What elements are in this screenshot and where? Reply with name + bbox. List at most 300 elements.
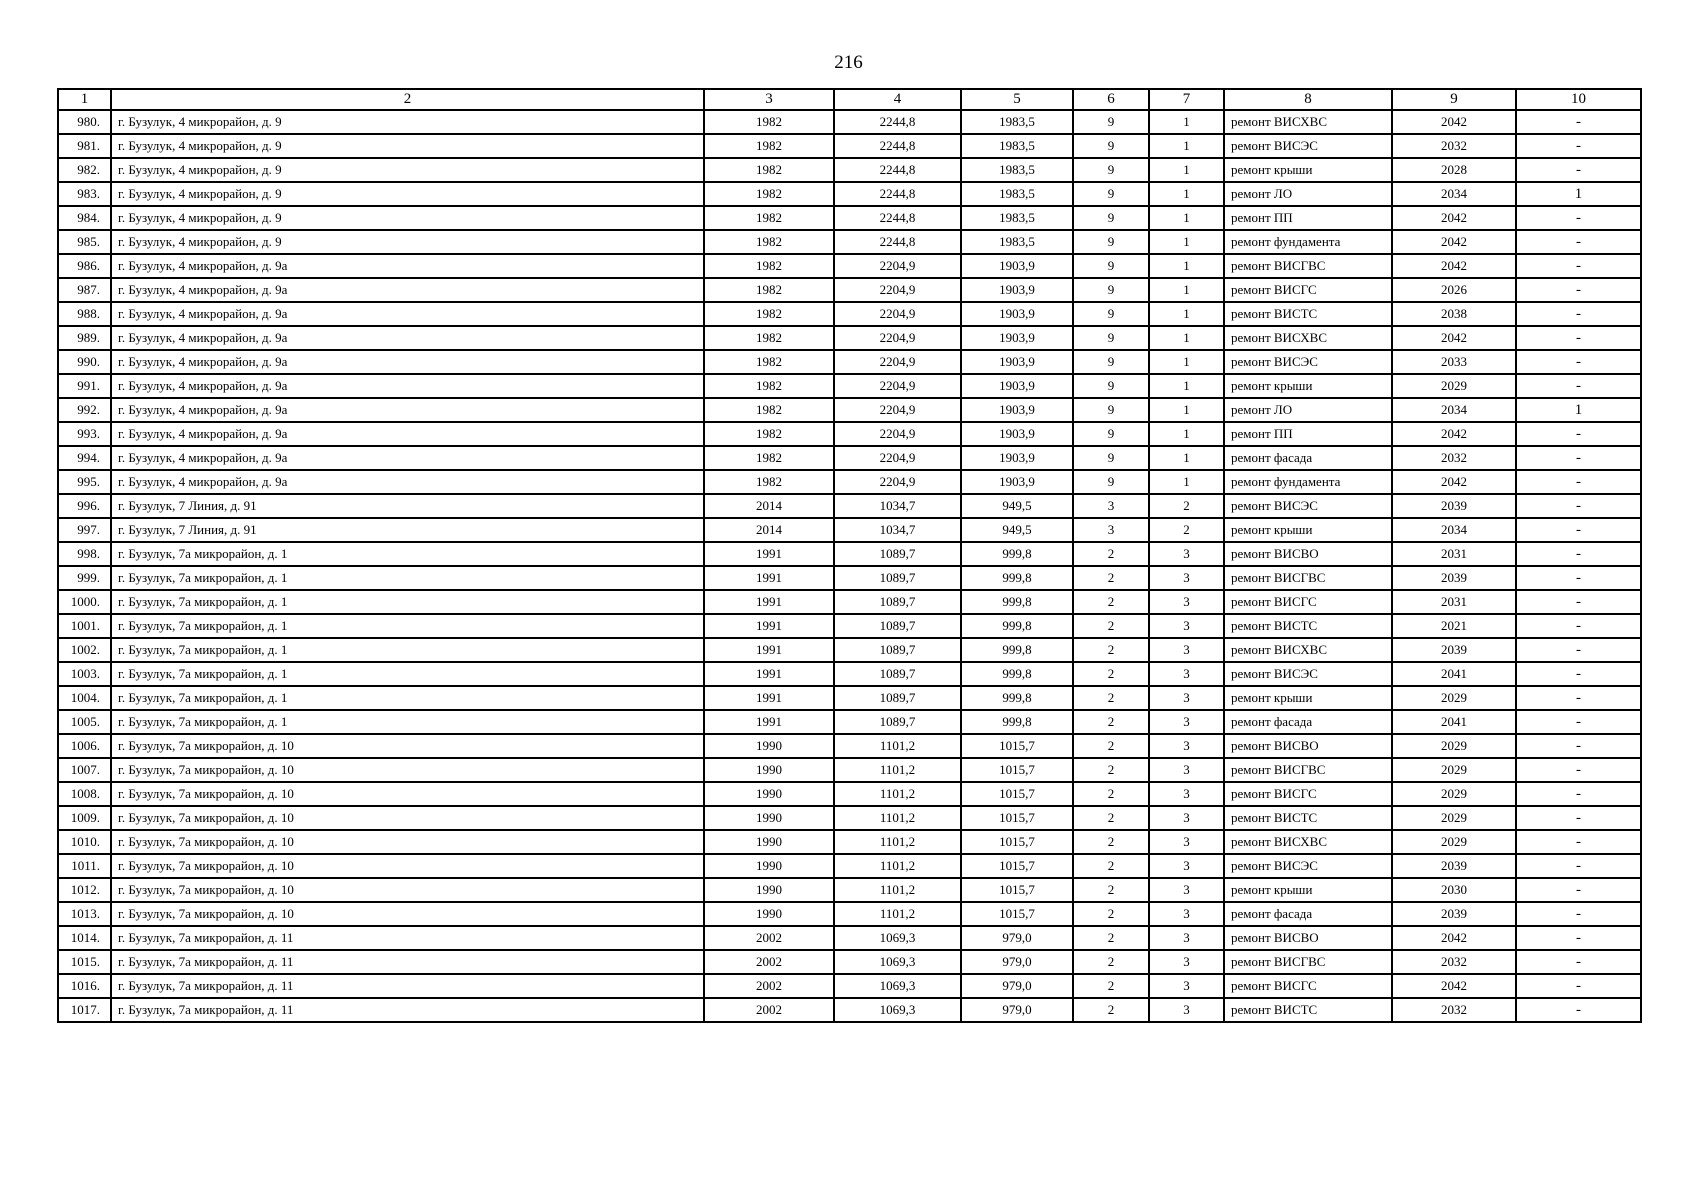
- cell-floors: 9: [1073, 110, 1149, 134]
- cell-work-type: ремонт ВИСГВС: [1224, 566, 1392, 590]
- cell-floors: 2: [1073, 662, 1149, 686]
- cell-living-area: 1015,7: [961, 830, 1073, 854]
- cell-planned-year: 2042: [1392, 206, 1516, 230]
- cell-build-year: 1982: [704, 374, 834, 398]
- cell-row-number: 1001.: [58, 614, 111, 638]
- cell-entrances: 3: [1149, 926, 1224, 950]
- cell-living-area: 999,8: [961, 542, 1073, 566]
- cell-total-area: 1101,2: [834, 734, 961, 758]
- cell-floors: 2: [1073, 950, 1149, 974]
- table-row: [58, 206, 1641, 230]
- cell-col-10: -: [1516, 998, 1641, 1022]
- cell-row-number: 1007.: [58, 758, 111, 782]
- table-row: [58, 470, 1641, 494]
- cell-build-year: 1991: [704, 662, 834, 686]
- cell-address: г. Бузулук, 7а микрорайон, д. 11: [111, 950, 704, 974]
- cell-total-area: 2204,9: [834, 398, 961, 422]
- cell-col-10: -: [1516, 566, 1641, 590]
- cell-entrances: 3: [1149, 854, 1224, 878]
- cell-col-10: -: [1516, 446, 1641, 470]
- cell-col-10: -: [1516, 710, 1641, 734]
- cell-col-10: -: [1516, 110, 1641, 134]
- cell-total-area: 1069,3: [834, 998, 961, 1022]
- cell-address: г. Бузулук, 4 микрорайон, д. 9: [111, 134, 704, 158]
- cell-row-number: 1010.: [58, 830, 111, 854]
- cell-total-area: 1089,7: [834, 566, 961, 590]
- cell-living-area: 979,0: [961, 926, 1073, 950]
- cell-work-type: ремонт ВИСГС: [1224, 974, 1392, 998]
- cell-row-number: 1004.: [58, 686, 111, 710]
- cell-floors: 9: [1073, 302, 1149, 326]
- cell-entrances: 3: [1149, 542, 1224, 566]
- header-row: [58, 89, 1641, 110]
- cell-row-number: 988.: [58, 302, 111, 326]
- cell-floors: 9: [1073, 230, 1149, 254]
- table-row: [58, 950, 1641, 974]
- cell-planned-year: 2042: [1392, 974, 1516, 998]
- cell-build-year: 2014: [704, 494, 834, 518]
- table-row: [58, 662, 1641, 686]
- cell-work-type: ремонт ВИСТС: [1224, 302, 1392, 326]
- cell-total-area: 2204,9: [834, 302, 961, 326]
- cell-work-type: ремонт ВИСХВС: [1224, 110, 1392, 134]
- cell-planned-year: 2042: [1392, 926, 1516, 950]
- cell-row-number: 996.: [58, 494, 111, 518]
- table-row: [58, 110, 1641, 134]
- cell-build-year: 1982: [704, 278, 834, 302]
- cell-row-number: 1000.: [58, 590, 111, 614]
- cell-address: г. Бузулук, 7а микрорайон, д. 1: [111, 710, 704, 734]
- cell-floors: 2: [1073, 782, 1149, 806]
- table-row: [58, 614, 1641, 638]
- cell-living-area: 999,8: [961, 566, 1073, 590]
- cell-address: г. Бузулук, 7а микрорайон, д. 10: [111, 830, 704, 854]
- cell-address: г. Бузулук, 7а микрорайон, д. 1: [111, 566, 704, 590]
- cell-living-area: 1983,5: [961, 110, 1073, 134]
- cell-living-area: 999,8: [961, 662, 1073, 686]
- cell-row-number: 1003.: [58, 662, 111, 686]
- cell-floors: 2: [1073, 710, 1149, 734]
- cell-living-area: 1903,9: [961, 254, 1073, 278]
- cell-row-number: 990.: [58, 350, 111, 374]
- cell-planned-year: 2029: [1392, 734, 1516, 758]
- cell-floors: 9: [1073, 278, 1149, 302]
- cell-entrances: 3: [1149, 758, 1224, 782]
- cell-row-number: 991.: [58, 374, 111, 398]
- cell-total-area: 2204,9: [834, 446, 961, 470]
- cell-total-area: 1101,2: [834, 758, 961, 782]
- cell-build-year: 1991: [704, 710, 834, 734]
- cell-address: г. Бузулук, 7 Линия, д. 91: [111, 494, 704, 518]
- cell-build-year: 1990: [704, 878, 834, 902]
- cell-col-10: -: [1516, 854, 1641, 878]
- cell-planned-year: 2032: [1392, 950, 1516, 974]
- cell-total-area: 1089,7: [834, 662, 961, 686]
- cell-work-type: ремонт ВИСХВС: [1224, 326, 1392, 350]
- cell-work-type: ремонт ВИСЭС: [1224, 134, 1392, 158]
- cell-address: г. Бузулук, 4 микрорайон, д. 9а: [111, 326, 704, 350]
- cell-work-type: ремонт ВИСГВС: [1224, 254, 1392, 278]
- table-row: [58, 518, 1641, 542]
- cell-floors: 9: [1073, 254, 1149, 278]
- cell-row-number: 987.: [58, 278, 111, 302]
- cell-col-10: -: [1516, 158, 1641, 182]
- cell-living-area: 1903,9: [961, 470, 1073, 494]
- cell-living-area: 979,0: [961, 950, 1073, 974]
- table-row: [58, 134, 1641, 158]
- cell-total-area: 1101,2: [834, 854, 961, 878]
- cell-total-area: 1089,7: [834, 590, 961, 614]
- cell-build-year: 1991: [704, 590, 834, 614]
- cell-col-10: -: [1516, 542, 1641, 566]
- column-header-4: 4: [834, 89, 961, 110]
- cell-col-10: 1: [1516, 398, 1641, 422]
- cell-work-type: ремонт ВИСЭС: [1224, 854, 1392, 878]
- cell-floors: 2: [1073, 806, 1149, 830]
- column-header-3: 3: [704, 89, 834, 110]
- cell-address: г. Бузулук, 7а микрорайон, д. 10: [111, 734, 704, 758]
- cell-entrances: 3: [1149, 806, 1224, 830]
- cell-floors: 2: [1073, 854, 1149, 878]
- cell-total-area: 2244,8: [834, 110, 961, 134]
- cell-work-type: ремонт ВИСВО: [1224, 926, 1392, 950]
- cell-col-10: -: [1516, 302, 1641, 326]
- table-row: [58, 998, 1641, 1022]
- cell-total-area: 2204,9: [834, 470, 961, 494]
- cell-row-number: 993.: [58, 422, 111, 446]
- cell-entrances: 2: [1149, 494, 1224, 518]
- cell-build-year: 2002: [704, 950, 834, 974]
- cell-planned-year: 2031: [1392, 590, 1516, 614]
- cell-total-area: 2244,8: [834, 206, 961, 230]
- cell-total-area: 1034,7: [834, 494, 961, 518]
- table-row: [58, 806, 1641, 830]
- cell-entrances: 3: [1149, 974, 1224, 998]
- cell-row-number: 1014.: [58, 926, 111, 950]
- cell-col-10: -: [1516, 206, 1641, 230]
- cell-living-area: 1015,7: [961, 854, 1073, 878]
- cell-floors: 9: [1073, 134, 1149, 158]
- cell-build-year: 2002: [704, 998, 834, 1022]
- cell-total-area: 1101,2: [834, 878, 961, 902]
- cell-floors: 2: [1073, 614, 1149, 638]
- table-row: [58, 326, 1641, 350]
- cell-total-area: 1101,2: [834, 806, 961, 830]
- cell-living-area: 1015,7: [961, 734, 1073, 758]
- cell-planned-year: 2034: [1392, 398, 1516, 422]
- cell-entrances: 3: [1149, 590, 1224, 614]
- cell-planned-year: 2039: [1392, 566, 1516, 590]
- table-row: [58, 182, 1641, 206]
- cell-living-area: 1015,7: [961, 782, 1073, 806]
- column-header-10: 10: [1516, 89, 1641, 110]
- table-row: [58, 638, 1641, 662]
- cell-row-number: 992.: [58, 398, 111, 422]
- cell-build-year: 1982: [704, 422, 834, 446]
- cell-address: г. Бузулук, 7а микрорайон, д. 1: [111, 614, 704, 638]
- cell-address: г. Бузулук, 7а микрорайон, д. 10: [111, 782, 704, 806]
- cell-build-year: 1982: [704, 230, 834, 254]
- cell-floors: 3: [1073, 518, 1149, 542]
- cell-address: г. Бузулук, 7а микрорайон, д. 11: [111, 998, 704, 1022]
- cell-address: г. Бузулук, 7а микрорайон, д. 1: [111, 662, 704, 686]
- cell-total-area: 2204,9: [834, 254, 961, 278]
- cell-planned-year: 2029: [1392, 782, 1516, 806]
- cell-col-10: -: [1516, 638, 1641, 662]
- cell-total-area: 1101,2: [834, 902, 961, 926]
- cell-planned-year: 2029: [1392, 374, 1516, 398]
- cell-col-10: -: [1516, 878, 1641, 902]
- cell-row-number: 1002.: [58, 638, 111, 662]
- cell-address: г. Бузулук, 4 микрорайон, д. 9: [111, 158, 704, 182]
- cell-floors: 2: [1073, 566, 1149, 590]
- cell-living-area: 1983,5: [961, 206, 1073, 230]
- cell-floors: 2: [1073, 998, 1149, 1022]
- cell-floors: 2: [1073, 830, 1149, 854]
- cell-planned-year: 2034: [1392, 518, 1516, 542]
- cell-col-10: 1: [1516, 182, 1641, 206]
- cell-planned-year: 2042: [1392, 470, 1516, 494]
- cell-planned-year: 2028: [1392, 158, 1516, 182]
- cell-total-area: 2244,8: [834, 182, 961, 206]
- cell-floors: 9: [1073, 398, 1149, 422]
- cell-planned-year: 2038: [1392, 302, 1516, 326]
- cell-total-area: 2244,8: [834, 134, 961, 158]
- cell-planned-year: 2021: [1392, 614, 1516, 638]
- cell-total-area: 1089,7: [834, 614, 961, 638]
- cell-entrances: 3: [1149, 566, 1224, 590]
- cell-row-number: 994.: [58, 446, 111, 470]
- cell-col-10: -: [1516, 686, 1641, 710]
- cell-work-type: ремонт крыши: [1224, 686, 1392, 710]
- cell-floors: 9: [1073, 374, 1149, 398]
- cell-planned-year: 2039: [1392, 638, 1516, 662]
- repair-schedule-table: [57, 88, 1642, 1023]
- cell-address: г. Бузулук, 7а микрорайон, д. 10: [111, 758, 704, 782]
- cell-total-area: 1089,7: [834, 542, 961, 566]
- cell-floors: 9: [1073, 446, 1149, 470]
- cell-col-10: -: [1516, 350, 1641, 374]
- cell-build-year: 1990: [704, 758, 834, 782]
- cell-work-type: ремонт ВИСЭС: [1224, 662, 1392, 686]
- cell-planned-year: 2029: [1392, 830, 1516, 854]
- cell-row-number: 985.: [58, 230, 111, 254]
- cell-build-year: 1991: [704, 566, 834, 590]
- cell-build-year: 1990: [704, 902, 834, 926]
- cell-living-area: 1015,7: [961, 758, 1073, 782]
- table-row: [58, 566, 1641, 590]
- cell-row-number: 1012.: [58, 878, 111, 902]
- cell-entrances: 1: [1149, 374, 1224, 398]
- page-number: 216: [834, 52, 863, 73]
- cell-planned-year: 2032: [1392, 998, 1516, 1022]
- cell-living-area: 1903,9: [961, 446, 1073, 470]
- cell-row-number: 982.: [58, 158, 111, 182]
- cell-address: г. Бузулук, 7а микрорайон, д. 11: [111, 926, 704, 950]
- cell-col-10: -: [1516, 518, 1641, 542]
- cell-total-area: 1034,7: [834, 518, 961, 542]
- table-row: [58, 758, 1641, 782]
- cell-living-area: 1903,9: [961, 422, 1073, 446]
- cell-row-number: 1009.: [58, 806, 111, 830]
- cell-row-number: 997.: [58, 518, 111, 542]
- table-row: [58, 878, 1641, 902]
- cell-address: г. Бузулук, 4 микрорайон, д. 9а: [111, 374, 704, 398]
- cell-work-type: ремонт ВИСЭС: [1224, 494, 1392, 518]
- cell-entrances: 3: [1149, 638, 1224, 662]
- cell-entrances: 1: [1149, 422, 1224, 446]
- cell-col-10: -: [1516, 806, 1641, 830]
- cell-total-area: 1089,7: [834, 686, 961, 710]
- cell-work-type: ремонт ВИСГВС: [1224, 950, 1392, 974]
- cell-living-area: 999,8: [961, 686, 1073, 710]
- cell-planned-year: 2041: [1392, 662, 1516, 686]
- cell-address: г. Бузулук, 4 микрорайон, д. 9а: [111, 302, 704, 326]
- cell-entrances: 1: [1149, 278, 1224, 302]
- cell-work-type: ремонт ВИСЭС: [1224, 350, 1392, 374]
- table-row: [58, 446, 1641, 470]
- cell-build-year: 1982: [704, 350, 834, 374]
- column-header-2: 2: [111, 89, 704, 110]
- cell-row-number: 1008.: [58, 782, 111, 806]
- table-row: [58, 302, 1641, 326]
- cell-planned-year: 2034: [1392, 182, 1516, 206]
- cell-planned-year: 2029: [1392, 758, 1516, 782]
- cell-living-area: 999,8: [961, 710, 1073, 734]
- cell-floors: 9: [1073, 182, 1149, 206]
- cell-work-type: ремонт ВИСВО: [1224, 734, 1392, 758]
- cell-entrances: 3: [1149, 734, 1224, 758]
- cell-work-type: ремонт крыши: [1224, 158, 1392, 182]
- cell-work-type: ремонт крыши: [1224, 518, 1392, 542]
- cell-total-area: 2204,9: [834, 422, 961, 446]
- cell-total-area: 2244,8: [834, 230, 961, 254]
- cell-build-year: 1982: [704, 182, 834, 206]
- cell-work-type: ремонт фундамента: [1224, 470, 1392, 494]
- table-row: [58, 710, 1641, 734]
- column-header-6: 6: [1073, 89, 1149, 110]
- cell-work-type: ремонт фасада: [1224, 902, 1392, 926]
- cell-work-type: ремонт ВИСГС: [1224, 590, 1392, 614]
- cell-living-area: 1903,9: [961, 302, 1073, 326]
- cell-total-area: 2204,9: [834, 350, 961, 374]
- table-row: [58, 854, 1641, 878]
- cell-floors: 2: [1073, 542, 1149, 566]
- cell-address: г. Бузулук, 7а микрорайон, д. 1: [111, 686, 704, 710]
- cell-entrances: 3: [1149, 902, 1224, 926]
- cell-col-10: -: [1516, 254, 1641, 278]
- cell-planned-year: 2039: [1392, 854, 1516, 878]
- cell-address: г. Бузулук, 7а микрорайон, д. 10: [111, 902, 704, 926]
- cell-row-number: 1011.: [58, 854, 111, 878]
- cell-col-10: -: [1516, 662, 1641, 686]
- cell-work-type: ремонт ЛО: [1224, 398, 1392, 422]
- cell-planned-year: 2032: [1392, 446, 1516, 470]
- cell-col-10: -: [1516, 230, 1641, 254]
- cell-build-year: 1991: [704, 614, 834, 638]
- table-row: [58, 830, 1641, 854]
- cell-address: г. Бузулук, 4 микрорайон, д. 9: [111, 206, 704, 230]
- cell-entrances: 3: [1149, 782, 1224, 806]
- cell-col-10: -: [1516, 902, 1641, 926]
- cell-total-area: 2204,9: [834, 374, 961, 398]
- cell-entrances: 3: [1149, 662, 1224, 686]
- column-header-5: 5: [961, 89, 1073, 110]
- cell-floors: 2: [1073, 758, 1149, 782]
- cell-entrances: 3: [1149, 686, 1224, 710]
- cell-build-year: 1991: [704, 638, 834, 662]
- cell-work-type: ремонт крыши: [1224, 878, 1392, 902]
- cell-col-10: -: [1516, 782, 1641, 806]
- table-row: [58, 926, 1641, 950]
- cell-col-10: -: [1516, 494, 1641, 518]
- cell-entrances: 1: [1149, 110, 1224, 134]
- cell-floors: 9: [1073, 470, 1149, 494]
- cell-entrances: 3: [1149, 878, 1224, 902]
- cell-address: г. Бузулук, 4 микрорайон, д. 9а: [111, 398, 704, 422]
- cell-living-area: 1015,7: [961, 878, 1073, 902]
- cell-address: г. Бузулук, 4 микрорайон, д. 9: [111, 230, 704, 254]
- cell-row-number: 981.: [58, 134, 111, 158]
- cell-entrances: 1: [1149, 134, 1224, 158]
- cell-row-number: 998.: [58, 542, 111, 566]
- cell-total-area: 2204,9: [834, 278, 961, 302]
- cell-work-type: ремонт ВИСГВС: [1224, 758, 1392, 782]
- cell-planned-year: 2042: [1392, 422, 1516, 446]
- cell-floors: 2: [1073, 878, 1149, 902]
- cell-living-area: 1903,9: [961, 278, 1073, 302]
- table-row: [58, 542, 1641, 566]
- cell-build-year: 1982: [704, 206, 834, 230]
- cell-planned-year: 2042: [1392, 326, 1516, 350]
- column-header-1: 1: [58, 89, 111, 110]
- cell-row-number: 980.: [58, 110, 111, 134]
- cell-floors: 9: [1073, 326, 1149, 350]
- cell-floors: 2: [1073, 590, 1149, 614]
- cell-work-type: ремонт крыши: [1224, 374, 1392, 398]
- cell-col-10: -: [1516, 590, 1641, 614]
- table-row: [58, 374, 1641, 398]
- cell-row-number: 1013.: [58, 902, 111, 926]
- cell-entrances: 1: [1149, 470, 1224, 494]
- cell-total-area: 1089,7: [834, 638, 961, 662]
- cell-total-area: 1101,2: [834, 782, 961, 806]
- cell-living-area: 1983,5: [961, 230, 1073, 254]
- cell-floors: 2: [1073, 926, 1149, 950]
- cell-living-area: 999,8: [961, 638, 1073, 662]
- column-header-8: 8: [1224, 89, 1392, 110]
- cell-total-area: 1101,2: [834, 830, 961, 854]
- cell-floors: 2: [1073, 902, 1149, 926]
- cell-living-area: 949,5: [961, 494, 1073, 518]
- cell-planned-year: 2042: [1392, 110, 1516, 134]
- cell-planned-year: 2032: [1392, 134, 1516, 158]
- table-row: [58, 782, 1641, 806]
- cell-build-year: 1982: [704, 134, 834, 158]
- cell-col-10: -: [1516, 422, 1641, 446]
- cell-planned-year: 2042: [1392, 230, 1516, 254]
- cell-living-area: 1903,9: [961, 350, 1073, 374]
- cell-entrances: 3: [1149, 710, 1224, 734]
- cell-total-area: 1069,3: [834, 974, 961, 998]
- table-row: [58, 158, 1641, 182]
- table-row: [58, 494, 1641, 518]
- cell-entrances: 1: [1149, 302, 1224, 326]
- cell-address: г. Бузулук, 7а микрорайон, д. 1: [111, 542, 704, 566]
- cell-living-area: 1015,7: [961, 806, 1073, 830]
- cell-entrances: 1: [1149, 206, 1224, 230]
- cell-planned-year: 2039: [1392, 902, 1516, 926]
